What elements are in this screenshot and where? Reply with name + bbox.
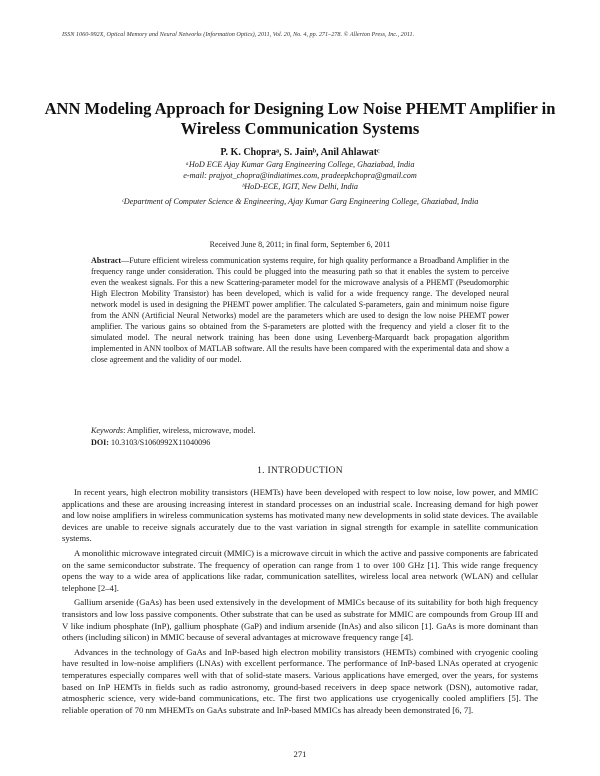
keywords bbox=[91, 425, 509, 436]
journal-citation-line: ISSN 1060-992X, Optical Memory and Neural Networks (Information Optics), 2011, Vol. 20, No. 4, pp. 271–278. © Allerton Press, Inc., 2011. bbox=[62, 31, 415, 38]
keywords-label: Keywords bbox=[91, 426, 124, 435]
doi bbox=[91, 437, 509, 448]
affiliation-a: ᵃHoD ECE Ajay Kumar Garg Engineering College, Ghaziabad, India bbox=[185, 160, 415, 169]
paragraph: Advances in the technology of GaAs and InP-based high electron mobility transistors (HEMTs) combined with cryogenic cooling have resulted in low-noise amplifiers (LNAs) with excellent performance. The performance of InP-based LNAs operated at cryogenic temperatures especially compares well with that of solid-state masers. Various applications have emerged, over the years, for systems based on InP HEMTs in fields such as radio astronomy, ground-based receivers in deep space network (DSN), automotive radar, atmospheric science, very wide-band communications, etc. The first two applications use cryogenically cooled amplifiers [5]. The reliable operation of 70 nm MHEMTs on GaAs substrate and InP-based MMICs has already been demonstrated [6, 7]. bbox=[62, 646, 538, 715]
paragraph: Gallium arsenide (GaAs) has been used extensively in the development of MMICs because of its suitability for both high frequency transistors and low loss passive components. Other substrate that can be used as substrate for MMIC are compounds from Group III and V like indium phosphate (InP), gallium phosphate (GaP) and indium arsenide (InAs) and also silicon [1]. GaAs is more dominant than others (including silicon) in MMIC because of several advantages at microwave frequency range [4]. bbox=[62, 597, 538, 643]
affiliation-c: ᶜDepartment of Computer Science & Engineering, Ajay Kumar Garg Engineering College, Ghaziabad, India bbox=[121, 197, 479, 206]
page-number: 271 bbox=[293, 749, 307, 759]
introduction-body bbox=[62, 487, 538, 719]
affiliation-b: ᵇHoD-ECE, IGIT, New Delhi, India bbox=[242, 182, 358, 191]
author-list: P. K. Chopraᵃ, S. Jainᵇ, Anil Ahlawatᶜ bbox=[220, 147, 380, 158]
abstract-label: Abstract bbox=[91, 256, 122, 265]
affiliation-email: e-mail: prajyot_chopra@indiatimes.com, pradeepkchopra@gmail.com bbox=[183, 171, 417, 180]
doi-link[interactable]: 10.3103/S1060992X11040096 bbox=[109, 438, 211, 447]
paragraph: A monolithic microwave integrated circuit (MMIC) is a microwave circuit in which the active and passive components are fabricated on the same semiconductor substrate. The frequency of operation can range from 1 to over 100 GHz [1]. This wide range frequency opens the way to a wide area of applications like radar, communication satellites, wireless local area network (WLAN) and cellular telephone [2–4]. bbox=[62, 547, 538, 593]
doi-label: DOI: bbox=[91, 438, 109, 447]
section-heading-introduction: 1. INTRODUCTION bbox=[257, 466, 343, 476]
abstract-text: —Future efficient wireless communication systems require, for high quality performance a Broadband Amplifier in the frequency range under consideration. This could be plugged into the measuring path so that it enables the system to perceive even the weakest signals. For this a new Scattering-parameter model for the microwave analysis of a PHEMT (Pseudomorphic High Electron Mobility Transistor) has been developed, which is valid for a wide frequency range. The developed neural network model is used in designing the PHEMT power amplifier. The calculated S-parameters, gain and minimum noise figure from the ANN (Artificial Neural Networks) model are the parameters which are used to design the low noise PHEMT power amplifier. The various gains so obtained from the S-parameters are plotted with the frequency and yield a closer fit to the simulated model. The neural network training has been done using Levenberg-Marquardt back propagation algorithm implemented in ANN toolbox of MATLAB software. All the results have been compared with the experimental data and show a close agreement and the validity of our model. bbox=[91, 256, 509, 364]
abstract bbox=[91, 255, 509, 365]
paragraph: In recent years, high electron mobility transistors (HEMTs) have been developed with respect to low noise, low power, and MMIC applications and these are arousing increasing interest in standard processes on an industrial scale. Increasing demand for high power and low noise amplifiers in wireless communication systems has motivated many new developments in solid state devices. The available devices are unable to receive signals accurately due to the vast variation in signal strength for example in satellite communication systems. bbox=[62, 487, 538, 544]
received-dates: Received June 8, 2011; in final form, September 6, 2011 bbox=[209, 240, 391, 249]
paper-title: ANN Modeling Approach for Designing Low Noise PHEMT Amplifier in Wireless Communication Systems bbox=[44, 99, 556, 138]
keywords-text: : Amplifier, wireless, microwave, model. bbox=[123, 426, 256, 435]
